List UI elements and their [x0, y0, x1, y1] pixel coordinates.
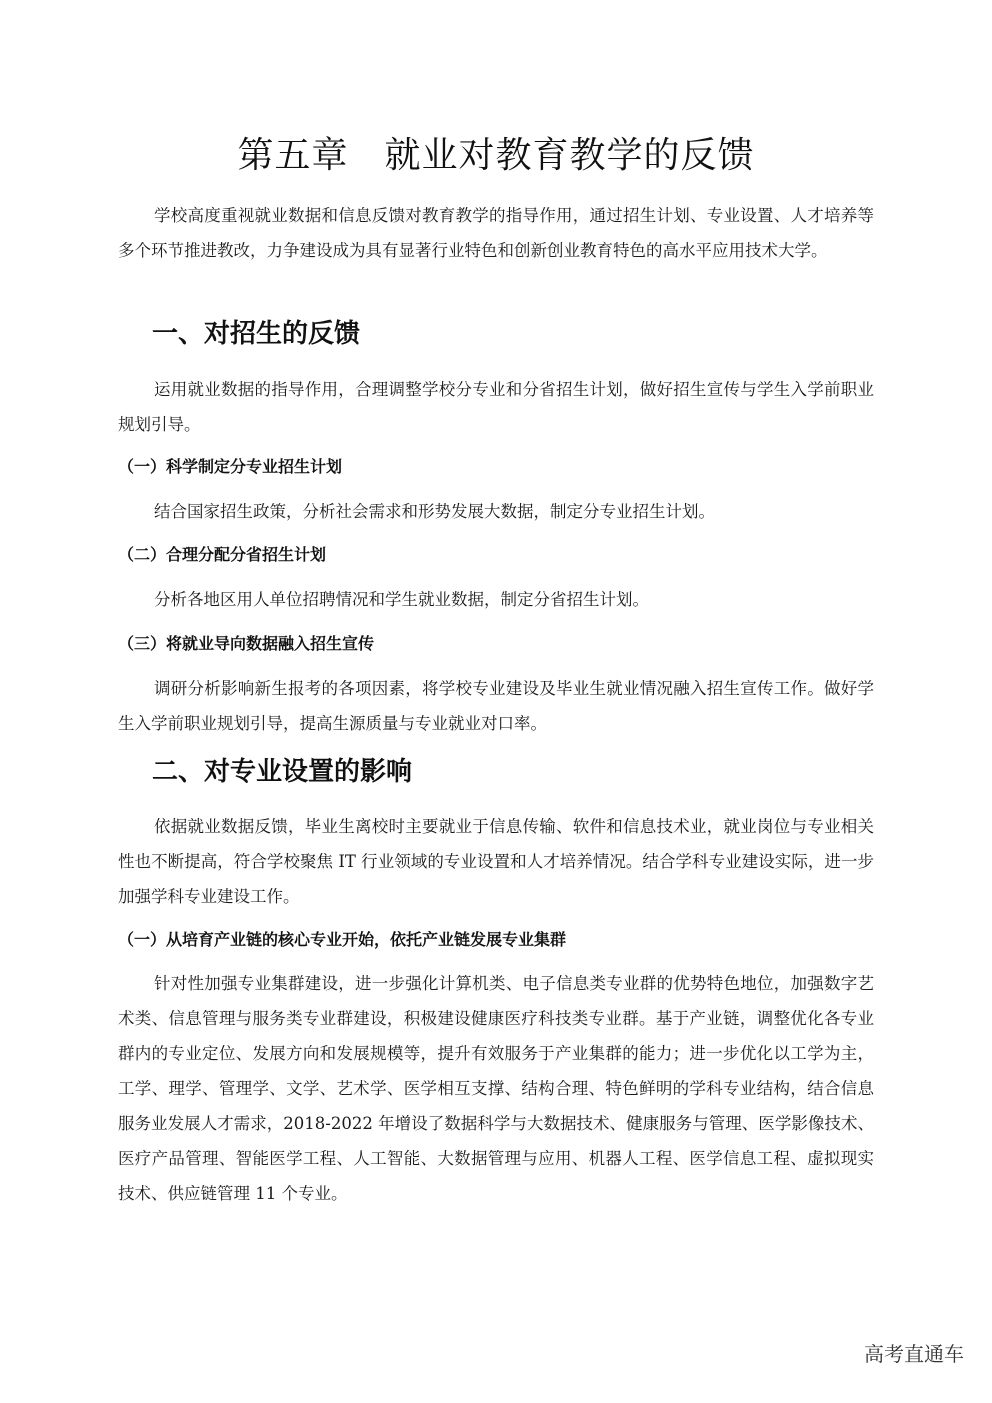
- chapter-name: 就业对教育教学的反馈: [384, 135, 755, 176]
- paragraph-major-plan: 结合国家招生政策，分析社会需求和形势发展大数据，制定分专业招生计划。: [154, 502, 715, 521]
- section-heading-admissions: 一、对招生的反馈: [152, 319, 361, 349]
- watermark-text: 高考直通车: [864, 1342, 964, 1366]
- subheading-province-plan: （二）合理分配分省招生计划: [118, 545, 327, 564]
- chapter-title: [0, 132, 992, 180]
- subheading-promotion: （三）将就业导向数据融入招生宣传: [118, 634, 375, 653]
- chapter-number: 第五章: [237, 135, 349, 176]
- paragraph-province-plan: 分析各地区用人单位招聘情况和学生就业数据，制定分省招生计划。: [154, 590, 649, 609]
- subheading-major-plan: （一）科学制定分专业招生计划: [118, 457, 343, 476]
- intro-paragraph: 学校高度重视就业数据和信息反馈对教育教学的指导作用，通过招生计划、专业设置、人才培养等多个环节推进教改，力争建设成为具有显著行业特色和创新创业教育特色的高水平应用技术大学。: [118, 206, 874, 260]
- paragraph-promotion: 调研分析影响新生报考的各项因素，将学校专业建设及毕业生就业情况融入招生宣传工作。做好学生入学前职业规划引导，提高生源质量与专业就业对口率。: [118, 679, 874, 733]
- section-admissions-intro: 运用就业数据的指导作用，合理调整学校分专业和分省招生计划，做好招生宣传与学生入学前职业规划引导。: [118, 380, 874, 434]
- subheading-industry-chain: （一）从培育产业链的核心专业开始，依托产业链发展专业集群: [118, 930, 567, 949]
- section-majors-intro: 依据就业数据反馈，毕业生离校时主要就业于信息传输、软件和信息技术业，就业岗位与专业相关性也不断提高，符合学校聚焦 IT 行业领域的专业设置和人才培养情况。结合学科专业建设实际，进一步加强学科专业建设工作。: [118, 817, 874, 906]
- section-heading-majors: 二、对专业设置的影响: [152, 757, 413, 787]
- paragraph-industry-chain: 针对性加强专业集群建设，进一步强化计算机类、电子信息类专业群的优势特色地位，加强数字艺术类、信息管理与服务类专业群建设，积极建设健康医疗科技类专业群。基于产业链，调整优化各专业群内的专业定位、发展方向和发展规模等，提升有效服务于产业集群的能力；进一步优化以工学为主，工学、理学、管理学、文学、艺术学、医学相互支撑、结构合理、特色鲜明的学科专业结构，结合信息服务业发展人才需求，2018-2022 年增设了数据科学与大数据技术、健康服务与管理、医学影像技术、医疗产品管理、智能医学工程、人工智能、大数据管理与应用、机器人工程、医学信息工程、虚拟现实技术、供应链管理 11 个专业。: [118, 974, 874, 1203]
